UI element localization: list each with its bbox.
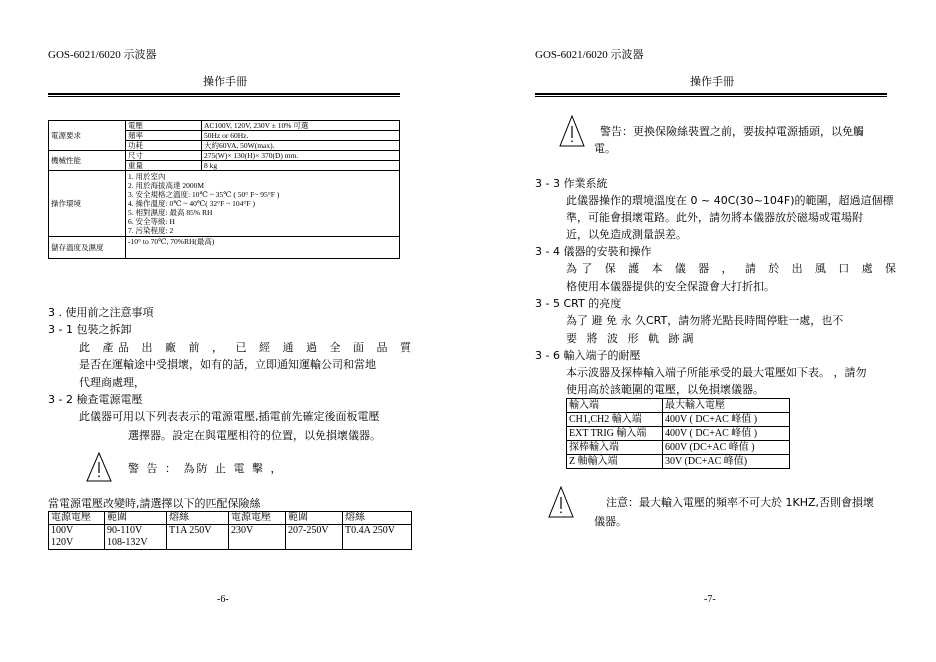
spec-label: 重量 [126,161,202,171]
voltage-cell: 探棒輸入端 [567,441,663,455]
table-row [567,427,790,441]
table-row [567,399,790,413]
voltage-header: 最大輸入電壓 [663,399,790,413]
body-line: 要 將 波 形 軌 跡調 [566,332,697,345]
header-subtitle: 操作手冊 [203,75,247,88]
page-right [468,0,936,662]
header-title: GOS-6021/6020 示波器 [48,49,157,61]
spec-label: 頻率 [126,131,202,141]
section-heading: 3 - 5 CRT 的亮度 [535,297,622,310]
body-line: 此儀器操作的環境溫度在 0 ~ 40C(30~104F)的範圍，超過這個標 [566,194,894,207]
body-line: 使用高於該範圍的電壓，以免損壞儀器。 [566,383,764,396]
spec-label: 功耗 [126,141,202,151]
section-heading: 3 - 2 檢查電源電壓 [48,393,143,406]
voltage-table [566,398,790,469]
fuse-cell: 100V 120V [49,525,105,550]
body-line: 是否在運輸途中受損壞，如有的話，立即通知運輸公司和當地 [79,358,376,371]
spec-value: 275(W)× 130(H)× 370(D) mm. [202,151,400,161]
table-row [567,441,790,455]
spec-env-line: 1. 用於室內 [128,172,166,181]
spec-env-line: 4. 操作溫度: 0℃ ~ 40℃( 32°F ~ 104°F ) [128,199,255,208]
voltage-header: 輸入端 [567,399,663,413]
header-title: GOS-6021/6020 示波器 [535,49,644,61]
body-line: 此 產品 出 廠 前 ， 已 經 通 過 全 面 品 質 [79,341,411,354]
section-heading: 3 . 使用前之注意事項 [48,306,154,319]
spec-env-line: 3. 安全規格之溫度: 10℃ ~ 35℃ ( 50° F~ 95°F ) [128,190,280,199]
note-text: 儀器。 [594,515,627,528]
fuse-cell: T1A 250V [167,525,229,550]
body-line: 為了 避 免 永 久CRT，請勿將光點長時間停駐一處，也不 [566,314,844,327]
note-text: 注意：最大輸入電壓的頻率不可大於 1KHZ,否則會損壞 [606,496,875,509]
spec-label: 尺寸 [126,151,202,161]
spec-table [48,120,400,259]
spec-category: 儲存溫度及濕度 [49,237,126,259]
voltage-cell: 30V (DC+AC 峰值) [663,455,790,469]
table-row [49,525,412,550]
warning-text: 警 告 ： 為防 止 電 擊 ， [128,462,284,475]
table-row [49,237,400,259]
table-row [49,512,412,525]
spec-value: 大約60VA, 50W(max). [202,141,400,151]
fuse-table [48,511,412,550]
fuse-cell: T0.4A 250V [343,525,412,550]
spec-value: -10° to 70℃, 70%RH(最高) [126,237,400,259]
section-heading: 3 - 4 儀器的安裝和操作 [535,245,652,258]
spec-value: AC100V, 120V, 230V ± 10% 可選 [202,121,400,131]
fuse-header: 電源電壓 [49,512,105,525]
header-rule [535,93,887,97]
spec-env-line: 2. 用於海拔高達 2000M [128,181,205,190]
spec-category: 機械性能 [49,151,126,171]
section-heading: 3 - 6 輸入端子的耐壓 [535,349,641,362]
section-heading: 3 - 1 包裝之拆卸 [48,323,132,336]
fuse-header: 電源電壓 [229,512,286,525]
fuse-cell: 230V [229,525,286,550]
fuse-header: 熔絲 [167,512,229,525]
header-rule [48,93,400,97]
body-line: 近，以免造成測量誤差。 [566,228,687,241]
fuse-cell: 90-110V 108-132V [105,525,167,550]
fuse-cell: 207-250V [286,525,343,550]
fuse-header: 範圍 [286,512,343,525]
section-heading: 3 - 3 作業系統 [535,177,608,190]
warning-text: 電。 [594,142,616,155]
fuse-header: 熔絲 [343,512,412,525]
fuse-header: 範圍 [105,512,167,525]
warning-triangle-icon [559,115,585,147]
spec-category: 操作環境 [49,171,126,237]
spec-env-list [126,171,400,237]
voltage-cell: EXT TRIG 輸入端 [567,427,663,441]
body-line: 選擇器。設定在與電壓相符的位置，以免損壞儀器。 [128,429,381,442]
voltage-cell: 600V (DC+AC 峰值 ) [663,441,790,455]
page-number: -7- [704,594,716,605]
body-line: 本示波器及探棒輸入端子所能承受的最大電壓如下表。 ，請勿 [566,366,867,379]
spec-env-line: 6. 安全等級: H [128,217,175,226]
voltage-cell: CH1,CH2 輸入端 [567,413,663,427]
header-subtitle: 操作手冊 [690,75,734,88]
spec-value: 50Hz or 60Hz. [202,131,400,141]
table-row [49,121,400,131]
spec-env-line: 7. 污染程度: 2 [128,226,174,235]
table-row [567,413,790,427]
spec-value: 8 kg [202,161,400,171]
spec-label: 電壓 [126,121,202,131]
voltage-cell: Z 軸輸入端 [567,455,663,469]
table-row [49,171,400,237]
page-number: -6- [217,594,229,605]
body-line: 格使用本儀器提供的安全保證會大打折扣。 [566,280,775,293]
spec-category: 電源要求 [49,121,126,151]
table-row [567,455,790,469]
voltage-cell: 400V ( DC+AC 峰值 ) [663,413,790,427]
warning-triangle-icon [548,486,574,518]
body-line: 此儀器可用以下列表表示的電源電壓,插電前先確定後面板電壓 [79,410,380,423]
voltage-cell: 400V ( DC+AC 峰值 ) [663,427,790,441]
warning-text: 警告：更換保險絲裝置之前，要拔掉電源插頭，以免觸 [600,125,864,138]
body-line: 準，可能會損壞電路。此外，請勿將本儀器放於磁場或電場附 [566,211,863,224]
warning-triangle-icon [86,452,112,482]
body-line: 為了 保 護 本 儀 器 ， 請 於 出 風 口 處 保 [566,262,896,275]
body-line: 代理商處理， [79,376,145,389]
fuse-intro: 當電源電壓改變時,請選擇以下的匹配保險絲 [48,497,261,510]
spec-env-line: 5. 相對濕度: 最高 85% RH [128,208,213,217]
table-row [49,151,400,161]
